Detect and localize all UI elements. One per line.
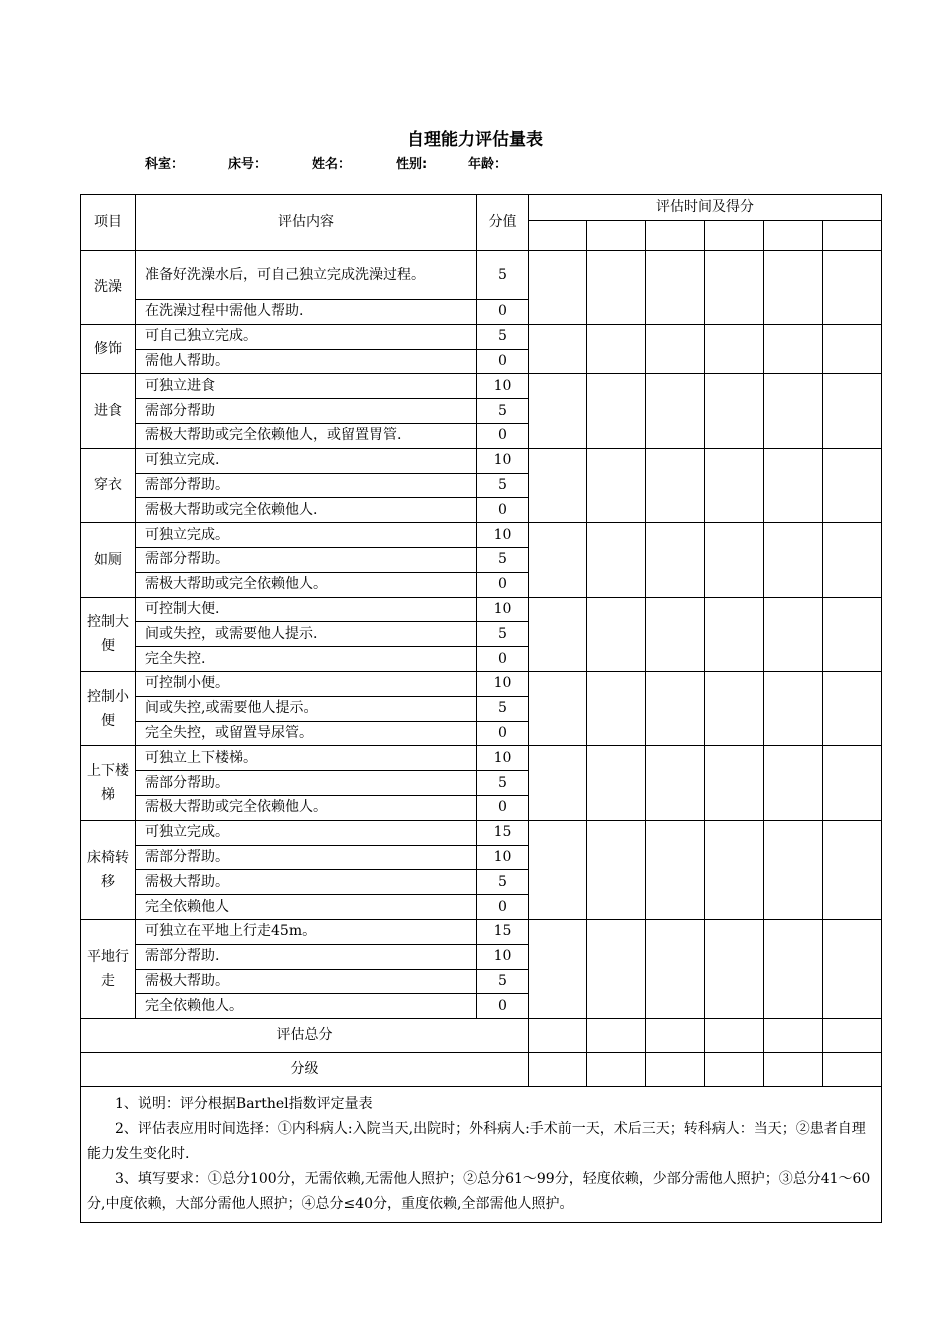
score-entry-cell[interactable] bbox=[823, 448, 882, 522]
score-entry-cell[interactable] bbox=[646, 820, 705, 919]
score-entry-cell[interactable] bbox=[529, 671, 587, 745]
score-value: 5 bbox=[477, 399, 529, 424]
score-value: 0 bbox=[477, 300, 529, 325]
page-title: 自理能力评估量表 bbox=[407, 130, 543, 150]
assessment-content: 需部分帮助. bbox=[136, 944, 477, 969]
score-entry-cell[interactable] bbox=[587, 820, 646, 919]
score-value: 0 bbox=[477, 795, 529, 820]
score-value: 10 bbox=[477, 944, 529, 969]
assessment-content: 准备好洗澡水后，可自己独立完成洗澡过程。 bbox=[136, 251, 477, 300]
total-score-entry-cell[interactable] bbox=[823, 1019, 882, 1053]
score-value: 5 bbox=[477, 547, 529, 572]
score-value: 5 bbox=[477, 473, 529, 498]
assessment-content: 需他人帮助。 bbox=[136, 349, 477, 374]
score-entry-cell[interactable] bbox=[529, 523, 587, 597]
score-value: 10 bbox=[477, 523, 529, 548]
item-name: 洗澡 bbox=[81, 251, 136, 325]
assessment-content: 完全依赖他人。 bbox=[136, 994, 477, 1019]
note-paragraph: 2、评估表应用时间选择：①内科病人:入院当天,出院时；外科病人:手术前一天，术后三天；转科病人：当天；②患者自理能力发生变化时. bbox=[87, 1121, 866, 1163]
item-name: 控制小便 bbox=[81, 671, 136, 745]
gender-label: 性别: bbox=[396, 157, 428, 172]
score-entry-cell[interactable] bbox=[646, 251, 705, 325]
score-entry-cell[interactable] bbox=[587, 374, 646, 448]
table-row bbox=[81, 597, 882, 622]
score-entry-cell[interactable] bbox=[764, 251, 823, 325]
score-entry-cell[interactable] bbox=[646, 374, 705, 448]
score-entry-cell[interactable] bbox=[823, 597, 882, 671]
score-value: 0 bbox=[477, 498, 529, 523]
score-entry-cell[interactable] bbox=[587, 523, 646, 597]
item-name: 控制大便 bbox=[81, 597, 136, 671]
score-value: 5 bbox=[477, 969, 529, 994]
score-entry-cell[interactable] bbox=[705, 746, 764, 820]
time-slot-cell[interactable] bbox=[587, 221, 646, 251]
score-entry-cell[interactable] bbox=[705, 374, 764, 448]
time-slot-cell[interactable] bbox=[529, 221, 587, 251]
score-entry-cell[interactable] bbox=[764, 820, 823, 919]
assessment-content: 需极大帮助或完全依赖他人。 bbox=[136, 795, 477, 820]
score-value: 10 bbox=[477, 845, 529, 870]
assessment-content: 间或失控，或需要他人提示. bbox=[136, 622, 477, 647]
header-item: 项目 bbox=[81, 195, 136, 251]
grade-label: 分级 bbox=[81, 1053, 529, 1087]
note-paragraph: 3、填写要求：①总分100分，无需依赖,无需他人照护；②总分61～99分，轻度依赖，少部分需他人照护；③总分41～60分,中度依赖，大部分需他人照护；④总分≤40分，重度依赖,全部需他人照护。 bbox=[87, 1171, 871, 1213]
department-label: 科室： bbox=[145, 157, 185, 172]
score-value: 0 bbox=[477, 349, 529, 374]
table-row bbox=[81, 671, 882, 696]
assessment-content: 需极大帮助。 bbox=[136, 969, 477, 994]
table-row bbox=[81, 251, 882, 300]
score-value: 10 bbox=[477, 671, 529, 696]
notes-row bbox=[81, 1087, 882, 1223]
score-value: 5 bbox=[477, 870, 529, 895]
score-entry-cell[interactable] bbox=[587, 251, 646, 325]
total-score-row bbox=[81, 1019, 882, 1053]
assessment-content: 完全失控，或留置导尿管。 bbox=[136, 721, 477, 746]
score-entry-cell[interactable] bbox=[764, 746, 823, 820]
note-paragraph: 1、说明：评分根据Barthel指数评定量表 bbox=[115, 1096, 373, 1113]
score-entry-cell[interactable] bbox=[646, 919, 705, 1018]
assessment-content: 可独立完成. bbox=[136, 448, 477, 473]
time-slot-cell[interactable] bbox=[764, 221, 823, 251]
assessment-content: 可独立完成。 bbox=[136, 523, 477, 548]
score-entry-cell[interactable] bbox=[764, 374, 823, 448]
time-slot-cell[interactable] bbox=[823, 221, 882, 251]
table-row bbox=[81, 374, 882, 399]
assessment-content: 完全失控. bbox=[136, 647, 477, 672]
time-slot-cell[interactable] bbox=[705, 221, 764, 251]
score-entry-cell[interactable] bbox=[764, 671, 823, 745]
score-entry-cell[interactable] bbox=[823, 746, 882, 820]
total-score-entry-cell[interactable] bbox=[705, 1019, 764, 1053]
score-entry-cell[interactable] bbox=[587, 448, 646, 522]
score-entry-cell[interactable] bbox=[705, 671, 764, 745]
score-entry-cell[interactable] bbox=[529, 820, 587, 919]
assessment-table bbox=[80, 194, 882, 1223]
score-entry-cell[interactable] bbox=[823, 820, 882, 919]
score-entry-cell[interactable] bbox=[823, 251, 882, 325]
item-name: 穿衣 bbox=[81, 448, 136, 522]
score-value: 0 bbox=[477, 423, 529, 448]
assessment-content: 可独立进食 bbox=[136, 374, 477, 399]
score-entry-cell[interactable] bbox=[529, 251, 587, 325]
score-entry-cell[interactable] bbox=[587, 324, 646, 374]
item-name: 床椅转移 bbox=[81, 820, 136, 919]
age-label: 年龄： bbox=[468, 157, 508, 172]
score-value: 0 bbox=[477, 895, 529, 920]
score-value: 10 bbox=[477, 448, 529, 473]
assessment-content: 完全依赖他人 bbox=[136, 895, 477, 920]
total-score-entry-cell[interactable] bbox=[646, 1019, 705, 1053]
item-name: 修饰 bbox=[81, 324, 136, 374]
score-entry-cell[interactable] bbox=[587, 919, 646, 1018]
header-time: 评估时间及得分 bbox=[529, 195, 882, 221]
grade-entry-cell[interactable] bbox=[705, 1053, 764, 1087]
header-content: 评估内容 bbox=[136, 195, 477, 251]
score-entry-cell[interactable] bbox=[705, 919, 764, 1018]
score-entry-cell[interactable] bbox=[705, 597, 764, 671]
score-value: 15 bbox=[477, 820, 529, 845]
score-entry-cell[interactable] bbox=[823, 671, 882, 745]
total-score-entry-cell[interactable] bbox=[587, 1019, 646, 1053]
score-value: 0 bbox=[477, 647, 529, 672]
score-value: 0 bbox=[477, 572, 529, 597]
item-name: 如厕 bbox=[81, 523, 136, 597]
score-entry-cell[interactable] bbox=[646, 671, 705, 745]
assessment-content: 可控制小便。 bbox=[136, 671, 477, 696]
score-entry-cell[interactable] bbox=[823, 374, 882, 448]
assessment-content: 可独立完成。 bbox=[136, 820, 477, 845]
notes-section bbox=[81, 1087, 882, 1223]
score-entry-cell[interactable] bbox=[529, 919, 587, 1018]
score-value: 10 bbox=[477, 597, 529, 622]
score-entry-cell[interactable] bbox=[587, 671, 646, 745]
score-entry-cell[interactable] bbox=[823, 324, 882, 374]
grade-entry-cell[interactable] bbox=[764, 1053, 823, 1087]
score-entry-cell[interactable] bbox=[764, 448, 823, 522]
score-entry-cell[interactable] bbox=[705, 820, 764, 919]
score-entry-cell[interactable] bbox=[646, 746, 705, 820]
grade-entry-cell[interactable] bbox=[823, 1053, 882, 1087]
score-entry-cell[interactable] bbox=[646, 448, 705, 522]
score-entry-cell[interactable] bbox=[587, 746, 646, 820]
score-entry-cell[interactable] bbox=[705, 448, 764, 522]
table-row bbox=[81, 919, 882, 944]
table-row bbox=[81, 523, 882, 548]
score-value: 10 bbox=[477, 374, 529, 399]
item-name: 上下楼梯 bbox=[81, 746, 136, 820]
score-entry-cell[interactable] bbox=[646, 523, 705, 597]
score-entry-cell[interactable] bbox=[823, 919, 882, 1018]
assessment-content: 需极大帮助或完全依赖他人. bbox=[136, 498, 477, 523]
score-value: 5 bbox=[477, 696, 529, 721]
score-value: 5 bbox=[477, 324, 529, 349]
score-entry-cell[interactable] bbox=[764, 523, 823, 597]
table-row bbox=[81, 746, 882, 771]
score-entry-cell[interactable] bbox=[764, 597, 823, 671]
total-score-entry-cell[interactable] bbox=[764, 1019, 823, 1053]
assessment-content: 可独立在平地上行走45m。 bbox=[136, 919, 477, 944]
score-value: 10 bbox=[477, 746, 529, 771]
score-entry-cell[interactable] bbox=[705, 251, 764, 325]
assessment-content: 间或失控,或需要他人提示。 bbox=[136, 696, 477, 721]
total-score-label: 评估总分 bbox=[81, 1019, 529, 1053]
time-slot-cell[interactable] bbox=[646, 221, 705, 251]
assessment-content: 需极大帮助或完全依赖他人，或留置胃管. bbox=[136, 423, 477, 448]
grade-row bbox=[81, 1053, 882, 1087]
score-value: 5 bbox=[477, 251, 529, 300]
score-value: 15 bbox=[477, 919, 529, 944]
score-value: 5 bbox=[477, 622, 529, 647]
score-value: 0 bbox=[477, 721, 529, 746]
score-entry-cell[interactable] bbox=[587, 597, 646, 671]
assessment-content: 需部分帮助。 bbox=[136, 547, 477, 572]
score-entry-cell[interactable] bbox=[529, 374, 587, 448]
name-label: 姓名： bbox=[312, 157, 352, 172]
score-entry-cell[interactable] bbox=[823, 523, 882, 597]
score-entry-cell[interactable] bbox=[529, 746, 587, 820]
assessment-content: 需部分帮助。 bbox=[136, 845, 477, 870]
assessment-content: 需部分帮助。 bbox=[136, 473, 477, 498]
assessment-content: 可独立上下楼梯。 bbox=[136, 746, 477, 771]
score-entry-cell[interactable] bbox=[705, 324, 764, 374]
grade-entry-cell[interactable] bbox=[646, 1053, 705, 1087]
grade-entry-cell[interactable] bbox=[587, 1053, 646, 1087]
item-name: 平地行走 bbox=[81, 919, 136, 1018]
score-entry-cell[interactable] bbox=[646, 324, 705, 374]
score-value: 0 bbox=[477, 994, 529, 1019]
score-entry-cell[interactable] bbox=[529, 324, 587, 374]
bed-label: 床号： bbox=[228, 157, 268, 172]
assessment-content: 可控制大便. bbox=[136, 597, 477, 622]
assessment-content: 需极大帮助。 bbox=[136, 870, 477, 895]
score-entry-cell[interactable] bbox=[529, 597, 587, 671]
score-entry-cell[interactable] bbox=[764, 324, 823, 374]
table-row bbox=[81, 820, 882, 845]
assessment-content: 在洗澡过程中需他人帮助. bbox=[136, 300, 477, 325]
total-score-entry-cell[interactable] bbox=[529, 1019, 587, 1053]
score-value: 5 bbox=[477, 771, 529, 796]
table-row bbox=[81, 324, 882, 349]
assessment-content: 需极大帮助或完全依赖他人。 bbox=[136, 572, 477, 597]
table-row bbox=[81, 448, 882, 473]
score-entry-cell[interactable] bbox=[529, 448, 587, 522]
assessment-content: 需部分帮助 bbox=[136, 399, 477, 424]
assessment-content: 需部分帮助。 bbox=[136, 771, 477, 796]
header-score: 分值 bbox=[477, 195, 529, 251]
item-name: 进食 bbox=[81, 374, 136, 448]
assessment-content: 可自己独立完成。 bbox=[136, 324, 477, 349]
grade-entry-cell[interactable] bbox=[529, 1053, 587, 1087]
score-entry-cell[interactable] bbox=[764, 919, 823, 1018]
score-entry-cell[interactable] bbox=[646, 597, 705, 671]
score-entry-cell[interactable] bbox=[705, 523, 764, 597]
